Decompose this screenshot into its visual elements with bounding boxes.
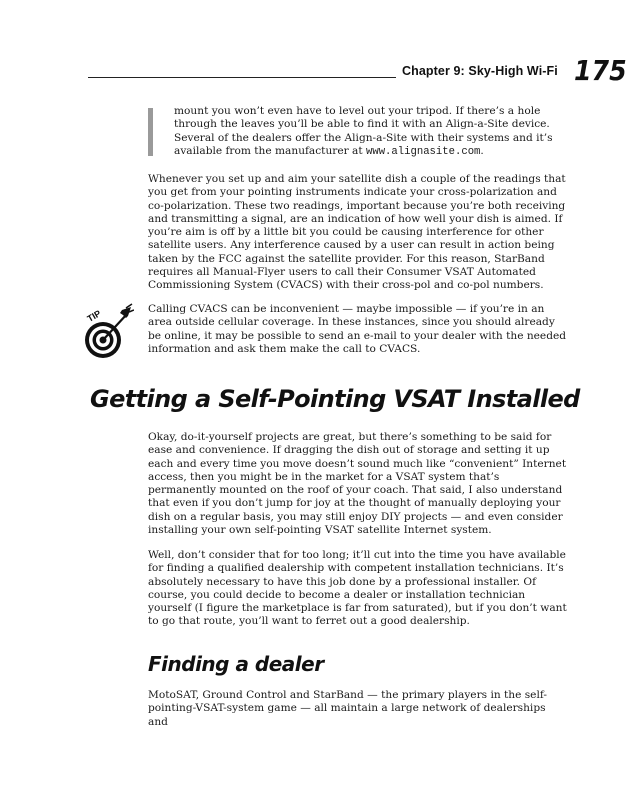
continued-note-paragraph xyxy=(174,105,566,159)
polarization-paragraph: Whenever you set up and aim your satellite dish a couple of the readings that you get from your pointing instruments indicate your cross-polarization and co-polarization. These two readings, important because you’re both receiving and transmitting a signal, are an indication of how well your dish is aimed. If you’re aim is off by a little bit you could be causing interference for other satellite users. Any interference caused by a user can result in action being taken by the FCC against the satellite provider. For this reason, StarBand requires all Manual-Flyer users to call their Consumer VSAT Automated Commissioning System (CVACS) with their cross-pol and co-pol numbers. xyxy=(148,173,566,292)
tip-paragraph: Calling CVACS can be inconvenient — maybe impossible — if you’re in an area outside cellular coverage. In these instances, since you should already be online, it may be possible to send an e-mail to your dealer with the needed information and ask them make the call to CVACS. xyxy=(148,303,567,355)
subsection-heading: Finding a dealer xyxy=(148,652,324,676)
tip-label: TIP xyxy=(85,308,103,324)
header-rule xyxy=(88,77,396,78)
finding-dealer-paragraph: MotoSAT, Ground Control and StarBand — the primary players in the self-pointing-VSAT-system game — all maintain a large network of dealerships and xyxy=(148,689,547,728)
note-text-before-url: mount you won’t even have to level out your tripod. If there’s a hole through the leaves you’ll be able to find it with an Align-a-Site device. Several of the dealers offer the Align-a-Site with their systems and it’s available from the manufacturer at xyxy=(174,105,553,157)
tip-target-arrow-icon xyxy=(82,302,134,362)
page-number: 175 xyxy=(574,54,627,87)
note-url: www.alignasite.com xyxy=(365,145,481,158)
section-heading: Getting a Self-Pointing VSAT Installed xyxy=(90,385,580,413)
diy-paragraph: Okay, do-it-yourself projects are great, but there’s something to be said for ease and convenience. If dragging the dish out of storage and setting it up each and every time you move doesn’t sound much like “convenient” Internet access, then you might be in the market for a VSAT system that’s permanently mounted on the roof of your coach. That said, I also understand that even if you don’t jump for joy at the thought of manually deploying your dish on a regular basis, you may still enjoy DIY projects — and even consider installing your own self-pointing VSAT satellite Internet system. xyxy=(148,431,567,537)
note-text-after-url: . xyxy=(480,144,484,157)
note-side-bar xyxy=(148,108,153,156)
chapter-title: Chapter 9: Sky-High Wi-Fi xyxy=(402,64,558,78)
dealership-paragraph: Well, don’t consider that for too long; it’ll cut into the time you have available for finding a qualified dealership with competent installation technicians. It’s absolutely necessary to have this job done by a professional installer. Of course, you could decide to become a dealer or installation technician yourself (I figure the marketplace is far from saturated), but if you don’t want to go that route, you’ll want to ferret out a good dealership. xyxy=(148,549,567,628)
